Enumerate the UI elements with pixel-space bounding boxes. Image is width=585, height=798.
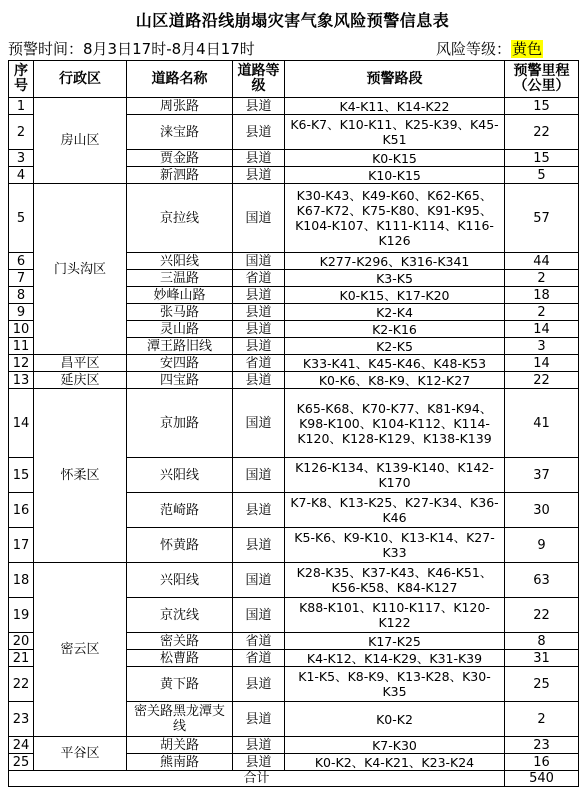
cell-index: 6: [9, 253, 34, 270]
cell-segments: K0-K15、K17-K20: [285, 287, 505, 304]
cell-index: 16: [9, 493, 34, 528]
cell-grade: 国道: [233, 253, 285, 270]
cell-grade: 县道: [233, 304, 285, 321]
cell-segments: K7-K30: [285, 737, 505, 754]
cell-segments: K2-K4: [285, 304, 505, 321]
cell-district: 平谷区: [34, 737, 127, 771]
cell-index: 8: [9, 287, 34, 304]
cell-mileage: 2: [505, 304, 579, 321]
cell-mileage: 63: [505, 563, 579, 598]
cell-road: 张马路: [127, 304, 233, 321]
cell-grade: 国道: [233, 598, 285, 633]
cell-road: 松曹路: [127, 650, 233, 667]
cell-grade: 县道: [233, 150, 285, 167]
header-road: 道路名称: [127, 61, 233, 98]
cell-mileage: 30: [505, 493, 579, 528]
cell-segments: K28-K35、K37-K43、K46-K51、K56-K58、K84-K127: [285, 563, 505, 598]
cell-road: 京加路: [127, 389, 233, 458]
warning-time-label: 预警时间：: [8, 40, 84, 58]
cell-district: 延庆区: [34, 372, 127, 389]
cell-road: 兴阳线: [127, 253, 233, 270]
cell-grade: 省道: [233, 355, 285, 372]
cell-segments: K0-K2、K4-K21、K23-K24: [285, 754, 505, 771]
cell-segments: K4-K12、K14-K29、K31-K39: [285, 650, 505, 667]
risk-level: [436, 38, 543, 59]
total-label: 合计: [9, 771, 505, 787]
cell-grade: 省道: [233, 633, 285, 650]
cell-segments: K10-K15: [285, 167, 505, 184]
cell-segments: K33-K41、K45-K46、K48-K53: [285, 355, 505, 372]
cell-road: 兴阳线: [127, 458, 233, 493]
table-body: [9, 98, 579, 771]
cell-segments: K2-K5: [285, 338, 505, 355]
cell-mileage: 2: [505, 702, 579, 737]
cell-district: 密云区: [34, 563, 127, 737]
cell-mileage: 8: [505, 633, 579, 650]
table-row: [9, 355, 579, 372]
warning-time: [8, 38, 255, 59]
cell-road: 范崎路: [127, 493, 233, 528]
cell-mileage: 16: [505, 754, 579, 771]
cell-index: 5: [9, 184, 34, 253]
cell-segments: K0-K2: [285, 702, 505, 737]
warning-time-value: 8月3日17时-8月4日17时: [83, 40, 255, 58]
cell-grade: 县道: [233, 98, 285, 115]
cell-mileage: 22: [505, 115, 579, 150]
cell-road: 胡关路: [127, 737, 233, 754]
cell-district: 昌平区: [34, 355, 127, 372]
header-segments: 预警路段: [285, 61, 505, 98]
cell-road: 四宝路: [127, 372, 233, 389]
cell-grade: 县道: [233, 338, 285, 355]
table-row: [9, 184, 579, 253]
cell-segments: K65-K68、K70-K77、K81-K94、K98-K100、K104-K112、K114-K120、K128-K129、K138-K139: [285, 389, 505, 458]
cell-mileage: 22: [505, 372, 579, 389]
cell-mileage: 57: [505, 184, 579, 253]
header-index: 序号: [9, 61, 34, 98]
cell-mileage: 44: [505, 253, 579, 270]
cell-index: 2: [9, 115, 34, 150]
cell-mileage: 2: [505, 270, 579, 287]
risk-level-label: 风险等级：: [435, 40, 511, 58]
cell-index: 25: [9, 754, 34, 771]
cell-index: 12: [9, 355, 34, 372]
total-row: [9, 771, 579, 787]
cell-index: 17: [9, 528, 34, 563]
table-header-row: [9, 61, 579, 98]
cell-index: 9: [9, 304, 34, 321]
cell-segments: K277-K296、K316-K341: [285, 253, 505, 270]
cell-mileage: 22: [505, 598, 579, 633]
cell-mileage: 3: [505, 338, 579, 355]
cell-road: 黄下路: [127, 667, 233, 702]
cell-index: 23: [9, 702, 34, 737]
cell-grade: 县道: [233, 167, 285, 184]
cell-index: 3: [9, 150, 34, 167]
cell-district: 门头沟区: [34, 184, 127, 355]
cell-segments: K30-K43、K49-K60、K62-K65、K67-K72、K75-K80、K91-K95、K104-K107、K111-K114、K116-K126: [285, 184, 505, 253]
cell-mileage: 15: [505, 98, 579, 115]
table-row: [9, 563, 579, 598]
table-row: [9, 737, 579, 754]
table-row: [9, 98, 579, 115]
cell-mileage: 9: [505, 528, 579, 563]
page-title: 山区道路沿线崩塌灾害气象风险预警信息表: [135, 11, 450, 30]
cell-grade: 县道: [233, 493, 285, 528]
cell-index: 24: [9, 737, 34, 754]
cell-road: 新泗路: [127, 167, 233, 184]
cell-index: 18: [9, 563, 34, 598]
cell-road: 周张路: [127, 98, 233, 115]
cell-index: 1: [9, 98, 34, 115]
cell-segments: K5-K6、K9-K10、K13-K14、K27-K33: [285, 528, 505, 563]
cell-grade: 县道: [233, 372, 285, 389]
cell-segments: K88-K101、K110-K117、K120-K122: [285, 598, 505, 633]
cell-index: 11: [9, 338, 34, 355]
cell-grade: 县道: [233, 737, 285, 754]
cell-segments: K0-K6、K8-K9、K12-K27: [285, 372, 505, 389]
cell-mileage: 14: [505, 355, 579, 372]
cell-mileage: 25: [505, 667, 579, 702]
cell-segments: K126-K134、K139-K140、K142-K170: [285, 458, 505, 493]
cell-segments: K7-K8、K13-K25、K27-K34、K36-K46: [285, 493, 505, 528]
cell-road: 兴阳线: [127, 563, 233, 598]
cell-grade: 国道: [233, 184, 285, 253]
cell-road: 京拉线: [127, 184, 233, 253]
cell-road: 三温路: [127, 270, 233, 287]
header-mileage: 预警里程（公里）: [505, 61, 579, 98]
cell-index: 13: [9, 372, 34, 389]
cell-grade: 县道: [233, 754, 285, 771]
cell-segments: K2-K16: [285, 321, 505, 338]
cell-segments: K4-K11、K14-K22: [285, 98, 505, 115]
cell-mileage: 14: [505, 321, 579, 338]
cell-segments: K1-K5、K8-K9、K13-K28、K30-K35: [285, 667, 505, 702]
header-grade: 道路等级: [233, 61, 285, 98]
cell-segments: K0-K15: [285, 150, 505, 167]
cell-index: 20: [9, 633, 34, 650]
cell-mileage: 15: [505, 150, 579, 167]
cell-road: 密关路: [127, 633, 233, 650]
cell-grade: 省道: [233, 270, 285, 287]
cell-mileage: 31: [505, 650, 579, 667]
cell-mileage: 23: [505, 737, 579, 754]
cell-grade: 县道: [233, 528, 285, 563]
cell-index: 15: [9, 458, 34, 493]
cell-grade: 县道: [233, 702, 285, 737]
table-row: [9, 389, 579, 458]
cell-road: 贾金路: [127, 150, 233, 167]
cell-grade: 国道: [233, 563, 285, 598]
cell-mileage: 37: [505, 458, 579, 493]
cell-index: 21: [9, 650, 34, 667]
cell-grade: 县道: [233, 115, 285, 150]
cell-index: 14: [9, 389, 34, 458]
risk-level-badge: 黄色: [511, 40, 542, 58]
cell-index: 10: [9, 321, 34, 338]
cell-grade: 县道: [233, 667, 285, 702]
warning-table: [8, 60, 579, 787]
cell-road: 密关路黑龙潭支线: [127, 702, 233, 737]
cell-grade: 县道: [233, 321, 285, 338]
cell-district: 房山区: [34, 98, 127, 184]
cell-road: 妙峰山路: [127, 287, 233, 304]
cell-mileage: 41: [505, 389, 579, 458]
cell-district: 怀柔区: [34, 389, 127, 563]
cell-segments: K3-K5: [285, 270, 505, 287]
cell-segments: K17-K25: [285, 633, 505, 650]
cell-road: 安四路: [127, 355, 233, 372]
cell-index: 22: [9, 667, 34, 702]
table-row: [9, 372, 579, 389]
cell-grade: 国道: [233, 389, 285, 458]
cell-grade: 县道: [233, 287, 285, 304]
cell-segments: K6-K7、K10-K11、K25-K39、K45-K51: [285, 115, 505, 150]
cell-road: 京沈线: [127, 598, 233, 633]
cell-road: 涞宝路: [127, 115, 233, 150]
header-district: 行政区: [34, 61, 127, 98]
cell-mileage: 18: [505, 287, 579, 304]
cell-road: 熊南路: [127, 754, 233, 771]
cell-road: 潭王路旧线: [127, 338, 233, 355]
cell-road: 灵山路: [127, 321, 233, 338]
cell-index: 7: [9, 270, 34, 287]
cell-road: 怀黄路: [127, 528, 233, 563]
cell-grade: 省道: [233, 650, 285, 667]
cell-index: 4: [9, 167, 34, 184]
cell-index: 19: [9, 598, 34, 633]
cell-grade: 国道: [233, 458, 285, 493]
cell-mileage: 5: [505, 167, 579, 184]
total-mileage: 540: [505, 771, 579, 787]
